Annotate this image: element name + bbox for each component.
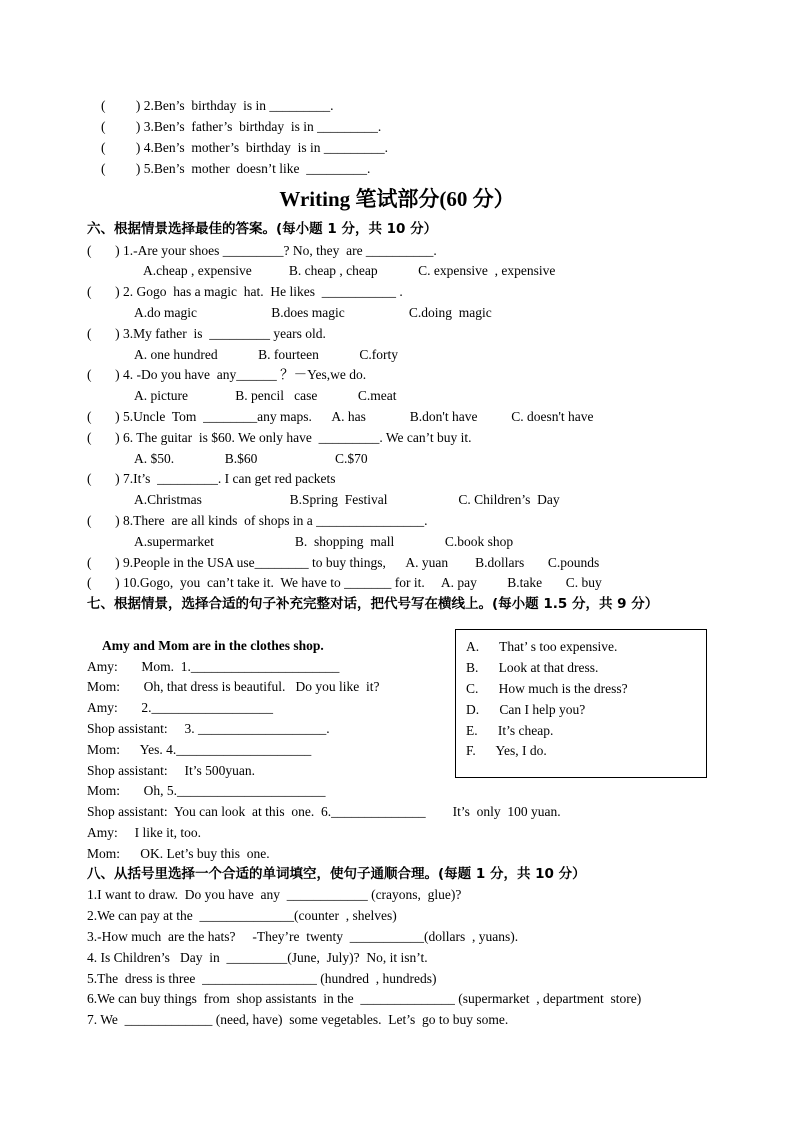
s6-question-9: ( ) 9.People in the USA use________ to buy things, A. yuan B.dollars C.pounds bbox=[87, 555, 600, 570]
writing-title: Writing 笔试部分(60 分） bbox=[279, 187, 515, 211]
s6-options-7: A.Christmas B.Spring Festival C. Children’s Day bbox=[134, 492, 560, 507]
dialogue-line: Shop assistant: 3. ___________________. bbox=[87, 721, 330, 736]
listening-question-3: ( ) 3.Ben’s father’s birthday is in _________. bbox=[101, 119, 382, 134]
section-8-heading: 八、从括号里选择一个合适的单词填空，使句子通顺合理。(每题 1 分，共 10 分） bbox=[87, 866, 586, 882]
dialogue-line: Mom: Yes. 4.____________________ bbox=[87, 742, 312, 757]
s6-question-5: ( ) 5.Uncle Tom ________any maps. A. has B.don't have C. doesn't have bbox=[87, 409, 594, 424]
listening-question-2: ( ) 2.Ben’s birthday is in _________. bbox=[101, 98, 334, 113]
s6-question-4: ( ) 4. -Do you have any______ ？－Yes,we do. bbox=[87, 367, 367, 382]
s6-question-8: ( ) 8.There are all kinds of shops in a ________________. bbox=[87, 513, 428, 528]
listening-question-4: ( ) 4.Ben’s mother’s birthday is in _________. bbox=[101, 140, 388, 155]
s6-options-6: A. $50. B.$60 C.$70 bbox=[134, 451, 368, 466]
s8-question-6: 6.We can buy things from shop assistants in the ______________ (supermarket , department store) bbox=[87, 991, 642, 1006]
option-d: D. Can I help you? bbox=[466, 702, 586, 717]
option-a: A. That’ s too expensive. bbox=[466, 639, 618, 654]
option-f: F. Yes, I do. bbox=[466, 743, 547, 758]
section-7-heading: 七、根据情景，选择合适的句子补充完整对话，把代号写在横线上。(每小题 1.5 分，共 9 分） bbox=[87, 596, 659, 612]
dialogue-line: Amy: I like it, too. bbox=[87, 825, 201, 840]
option-b: B. Look at that dress. bbox=[466, 660, 599, 675]
s8-question-1: 1.I want to draw. Do you have any ____________ (crayons, glue)? bbox=[87, 887, 462, 902]
s8-question-7: 7. We _____________ (need, have) some vegetables. Let’s go to buy some. bbox=[87, 1012, 509, 1027]
dialogue-line: Mom: Oh, that dress is beautiful. Do you like it? bbox=[87, 679, 380, 694]
s6-question-2: ( ) 2. Gogo has a magic hat. He likes ___________ . bbox=[87, 284, 403, 299]
s6-question-1: ( ) 1.-Are your shoes _________? No, they are __________. bbox=[87, 243, 437, 258]
dialogue-line: Shop assistant: It’s 500yuan. bbox=[87, 763, 255, 778]
s6-question-6: ( ) 6. The guitar is $60. We only have _________. We can’t buy it. bbox=[87, 430, 472, 445]
dialogue-line: Shop assistant: You can look at this one. 6.______________ It’s only 100 yuan. bbox=[87, 804, 561, 819]
option-e: E. It’s cheap. bbox=[466, 723, 554, 738]
section-6-heading: 六、根据情景选择最佳的答案。(每小题 1 分，共 10 分） bbox=[87, 221, 438, 237]
s6-options-3: A. one hundred B. fourteen C.forty bbox=[134, 347, 398, 362]
s6-options-8: A.supermarket B. shopping mall C.book shop bbox=[134, 534, 514, 549]
s8-question-5: 5.The dress is three _________________ (hundred , hundreds) bbox=[87, 971, 437, 986]
s6-question-3: ( ) 3.My father is _________ years old. bbox=[87, 326, 326, 341]
s6-options-4: A. picture B. pencil case C.meat bbox=[134, 388, 397, 403]
s6-options-2: A.do magic B.does magic C.doing magic bbox=[134, 305, 492, 320]
s8-question-3: 3.-How much are the hats? -They’re twenty ___________(dollars , yuans). bbox=[87, 929, 519, 944]
s6-question-7: ( ) 7.It’s _________. I can get red packets bbox=[87, 471, 336, 486]
s8-question-4: 4. Is Children’s Day in _________(June, July)? No, it isn’t. bbox=[87, 950, 428, 965]
options-box bbox=[455, 629, 707, 778]
dialogue-scene: Amy and Mom are in the clothes shop. bbox=[102, 638, 324, 653]
option-c: C. How much is the dress? bbox=[466, 681, 628, 696]
s8-question-2: 2.We can pay at the ______________(counter , shelves) bbox=[87, 908, 397, 923]
dialogue-line: Mom: Oh, 5.______________________ bbox=[87, 783, 326, 798]
dialogue-line: Amy: Mom. 1.______________________ bbox=[87, 659, 340, 674]
s6-options-1: A.cheap , expensive B. cheap , cheap C. expensive , expensive bbox=[143, 263, 556, 278]
dialogue-line: Amy: 2.__________________ bbox=[87, 700, 274, 715]
s6-question-10: ( ) 10.Gogo, you can’t take it. We have to _______ for it. A. pay B.take C. buy bbox=[87, 575, 602, 590]
dialogue-line: Mom: OK. Let’s buy this one. bbox=[87, 846, 270, 861]
listening-question-5: ( ) 5.Ben’s mother doesn’t like _________. bbox=[101, 161, 371, 176]
